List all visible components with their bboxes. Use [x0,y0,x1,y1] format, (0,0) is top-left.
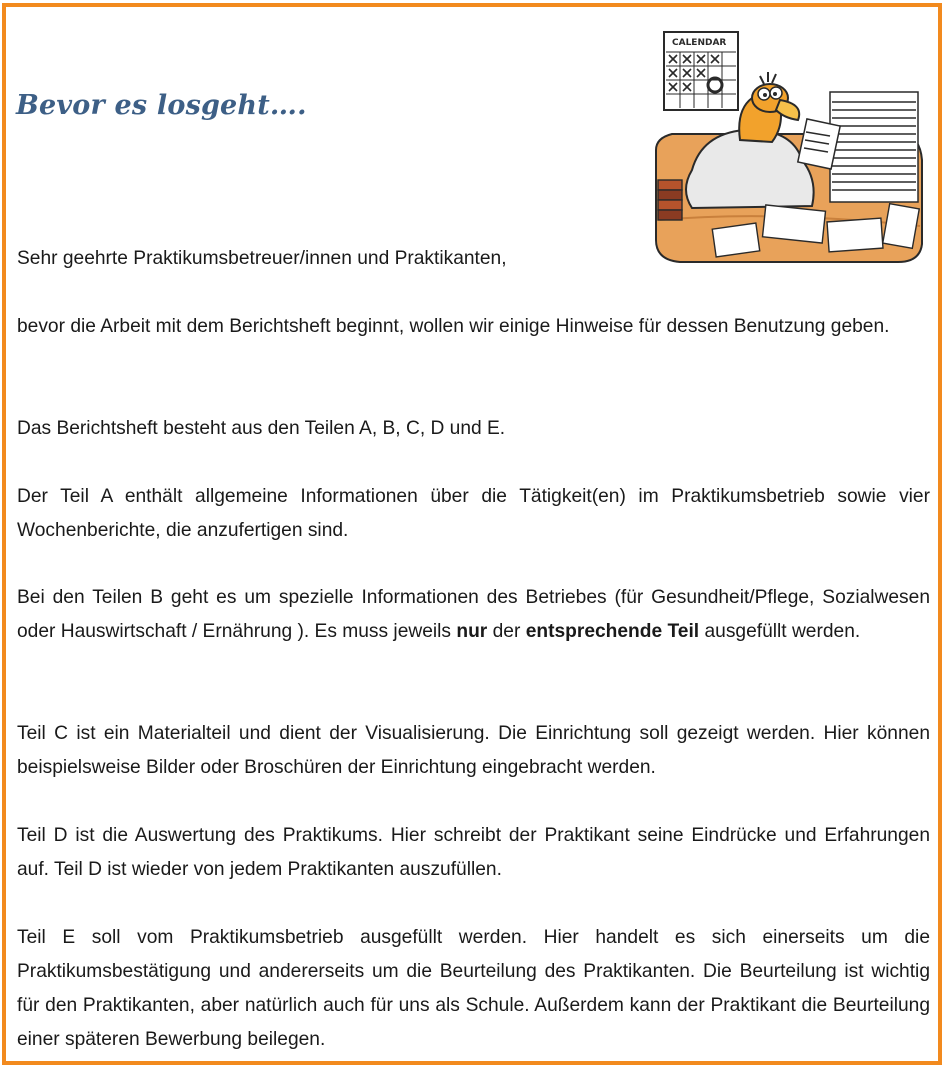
calendar-icon [664,32,738,110]
intro-paragraph: bevor die Arbeit mit dem Berichtsheft beginnt, wollen wir einige Hinweise für dessen Benutzung geben. [17,316,890,337]
page-title: Bevor es losgeht…. [16,90,307,121]
svg-text:CALENDAR: CALENDAR [672,38,727,48]
paper-stack-icon [830,92,918,202]
part-a-paragraph: Der Teil A enthält allgemeine Informationen über die Tätigkeit(en) im Praktikumsbetrieb sowie vier Wochenberichte, die anzufertigen sind. [17,486,930,541]
part-c-paragraph: Teil C ist ein Materialteil und dient der Visualisierung. Die Einrichtung soll gezeigt werden. Hier können beispielsweise Bilder oder Broschüren der Einrichtung eingebracht werden. [17,723,930,778]
cartoon-illustration [652,30,924,266]
part-e-paragraph: Teil E soll vom Praktikumsbetrieb ausgefüllt werden. Hier handelt es sich einerseits um die Praktikumsbestätigung und andererseits um die Beurteilung des Praktikanten. Die Beurteilung ist wichtig für den Praktikanten, aber natürlich auch für uns als Schule. Außerdem kann der Praktikant die Beurteilung einer späteren Bewerbung beilegen. [17,927,930,1050]
salutation: Sehr geehrte Praktikumsbetreuer/innen und Praktikanten, [17,248,507,269]
emphasis-entsprechende-teil: entsprechende Teil [525,621,700,642]
emphasis-nur: nur [456,621,488,642]
bird-character-icon [739,72,799,142]
parts-paragraph: Das Berichtsheft besteht aus den Teilen A, B, C, D und E. [17,418,506,439]
part-b-paragraph: Bei den Teilen B geht es um spezielle Informationen des Betriebes (für Gesundheit/Pflege, Sozialwesen oder Hauswirtschaft / Ernährung ). Es muss jeweils nur der entsprechende Teil ausgefüllt werden. [17,587,930,642]
part-d-paragraph: Teil D ist die Auswertung des Praktikums. Hier schreibt der Praktikant seine Eindrücke und Erfahrungen auf. Teil D ist wieder von jedem Praktikanten auszufüllen. [17,825,930,880]
